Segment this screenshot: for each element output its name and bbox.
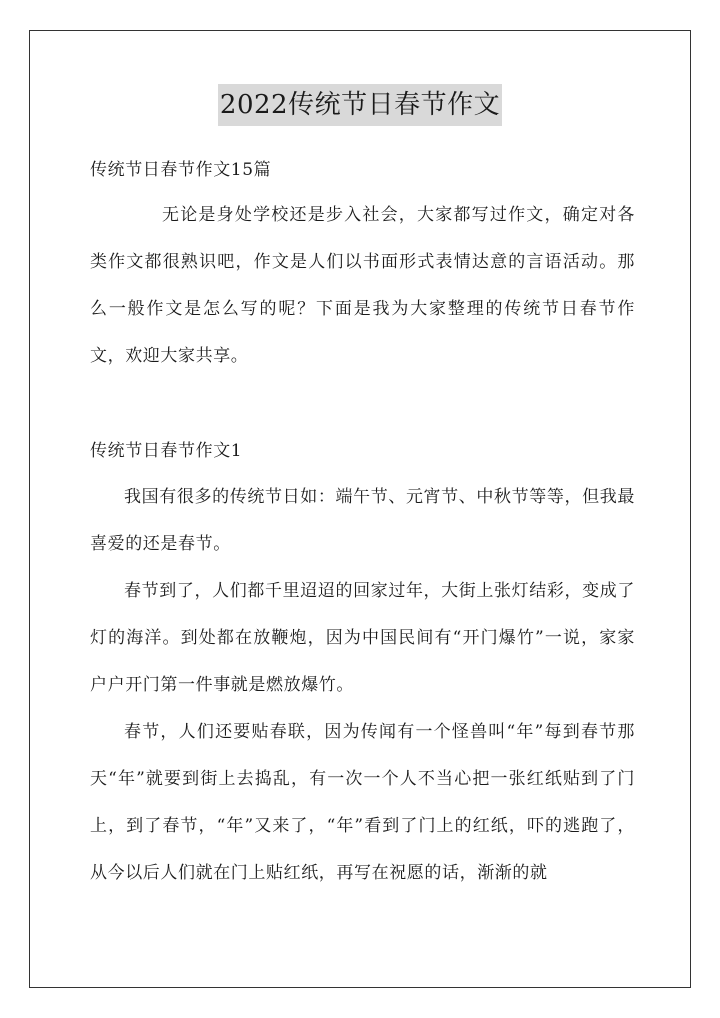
document-subtitle: 传统节日春节作文15篇 [90,160,272,180]
body-paragraph-2: 春节到了，人们都千里迢迢的回家过年，大街上张灯结彩，变成了灯的海洋。到处都在放鞭炮，因为中国民间有“开门爆竹”一说，家家户户开门第一件事就是燃放爆竹。 [90,581,635,695]
body-paragraph-1: 我国有很多的传统节日如：端午节、元宵节、中秋节等等，但我最喜爱的还是春节。 [90,487,635,554]
intro-paragraph: 无论是身处学校还是步入社会，大家都写过作文，确定对各类作文都很熟识吧，作文是人们以书面形式表情达意的言语活动。那么一般作文是怎么写的呢？下面是我为大家整理的传统节日春节作文，欢迎大家共享。 [90,205,635,366]
section-heading: 传统节日春节作文1 [90,441,243,461]
body-paragraph-3: 春节，人们还要贴春联，因为传闻有一个怪兽叫“年”每到春节那天“年”就要到街上去捣乱，有一次一个人不当心把一张红纸贴到了门上，到了春节，“年”又来了，“年”看到了门上的红纸，吓的逃跑了，从今以后人们就在门上贴红纸，再写在祝愿的话，渐渐的就 [90,722,635,883]
document-title: 2022传统节日春节作文 [218,84,502,126]
title-container [0,84,720,126]
